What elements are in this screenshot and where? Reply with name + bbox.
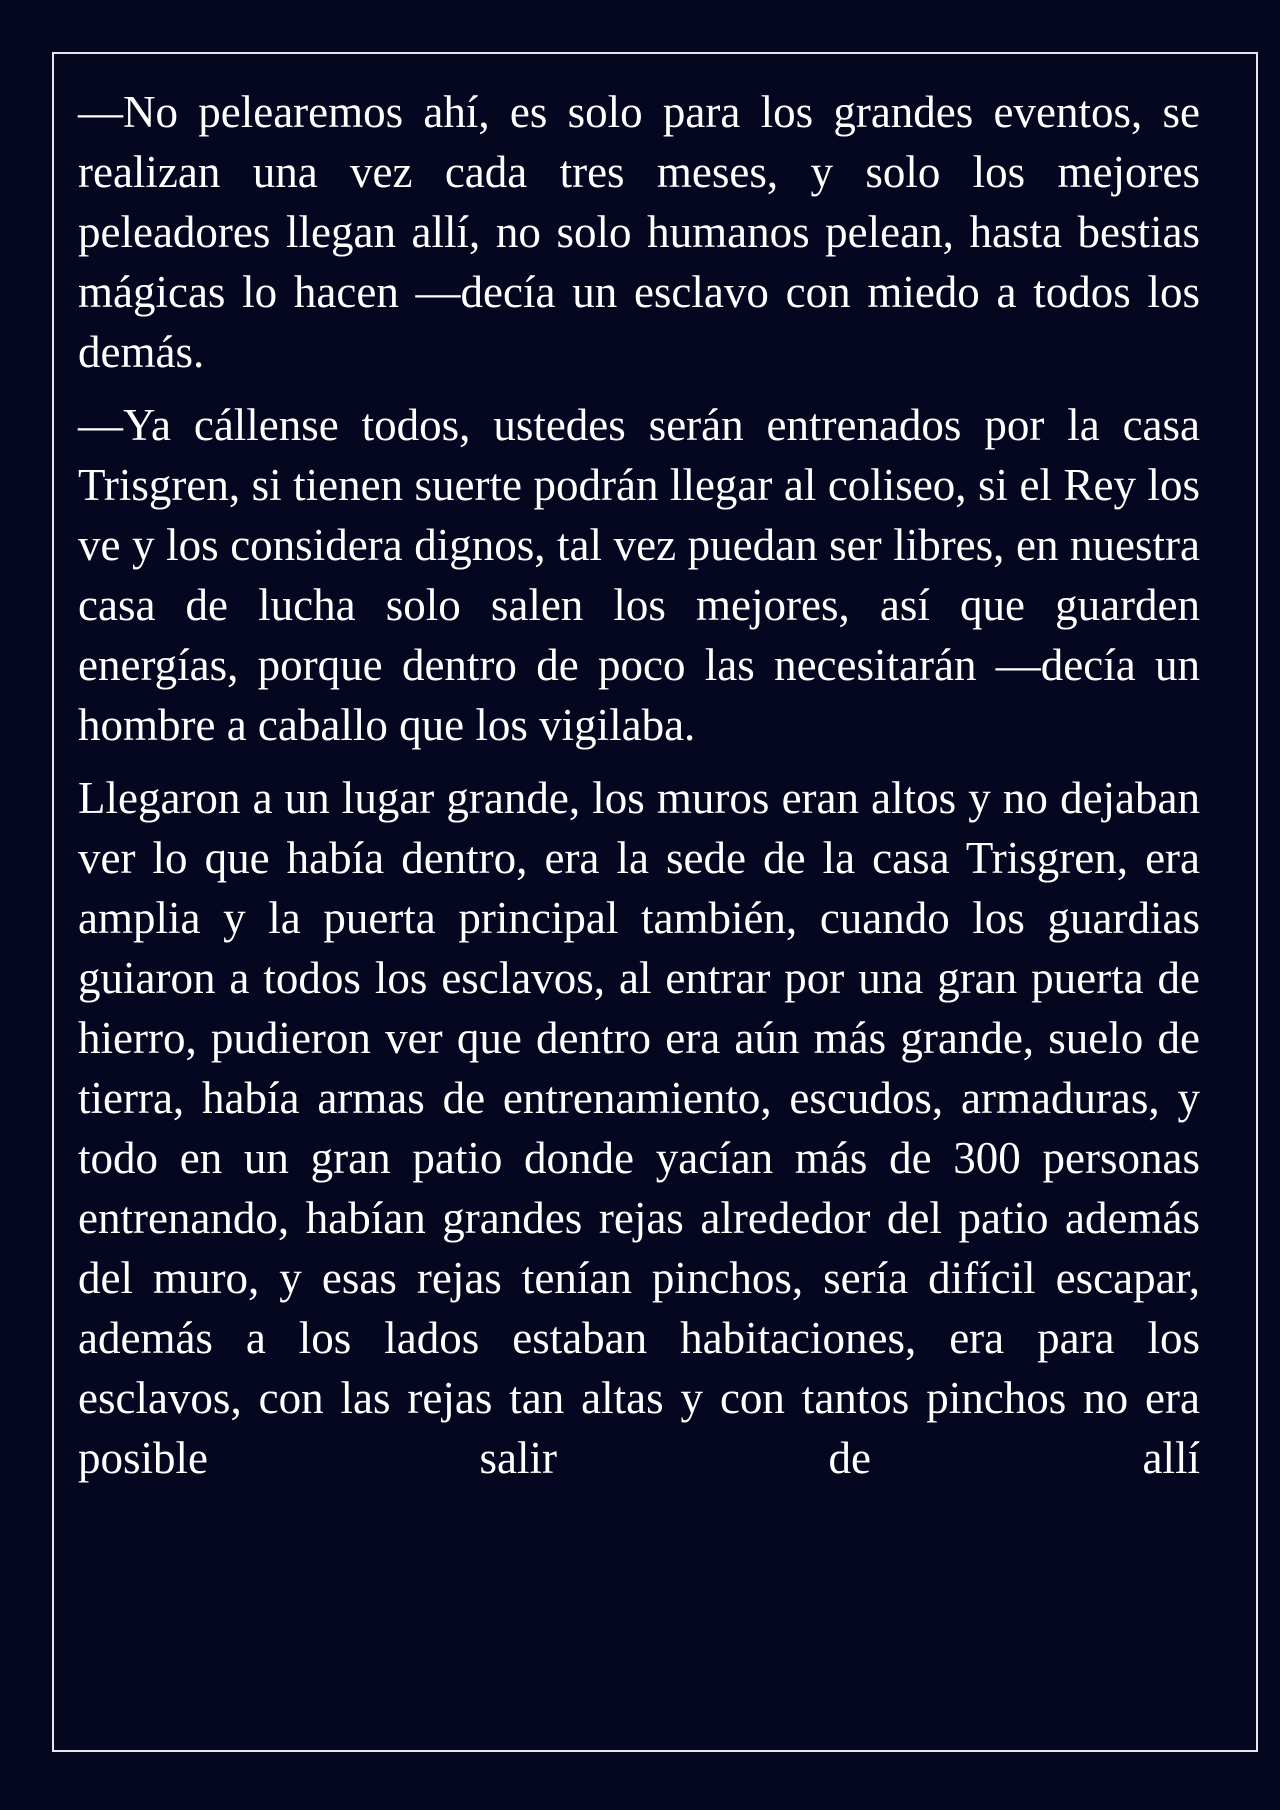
- page-text-block: [78, 82, 1200, 1501]
- paragraph-dialogue-slave: —No pelearemos ahí, es solo para los grandes eventos, se realizan una vez cada tres meses, y solo los mejores peleadores llegan allí, no solo humanos pelean, hasta bestias mágicas lo hacen —decía un esclavo con miedo a todos los demás.: [78, 87, 1200, 377]
- paragraph-narration-arrival: Llegaron a un lugar grande, los muros eran altos y no dejaban ver lo que había dentro, era la sede de la casa Trisgren, era amplia y la puerta principal también, cuando los guardias guiaron a todos los esclavos, al entrar por una gran puerta de hierro, pudieron ver que dentro era aún más grande, suelo de tierra, había armas de entrenamiento, escudos, armaduras, y todo en un gran patio donde yacían más de 300 personas entrenando, habían grandes rejas alrededor del patio además del muro, y esas rejas tenían pinchos, sería difícil escapar, además a los lados estaban habitaciones, era para los esclavos, con las rejas tan altas y con tantos pinchos no era posible salir de allí: [78, 773, 1200, 1483]
- paragraph-dialogue-rider: —Ya cállense todos, ustedes serán entrenados por la casa Trisgren, si tienen suerte podrán llegar al coliseo, si el Rey los ve y los considera dignos, tal vez puedan ser libres, en nuestra casa de lucha solo salen los mejores, así que guarden energías, porque dentro de poco las necesitarán —decía un hombre a caballo que los vigilaba.: [78, 400, 1200, 750]
